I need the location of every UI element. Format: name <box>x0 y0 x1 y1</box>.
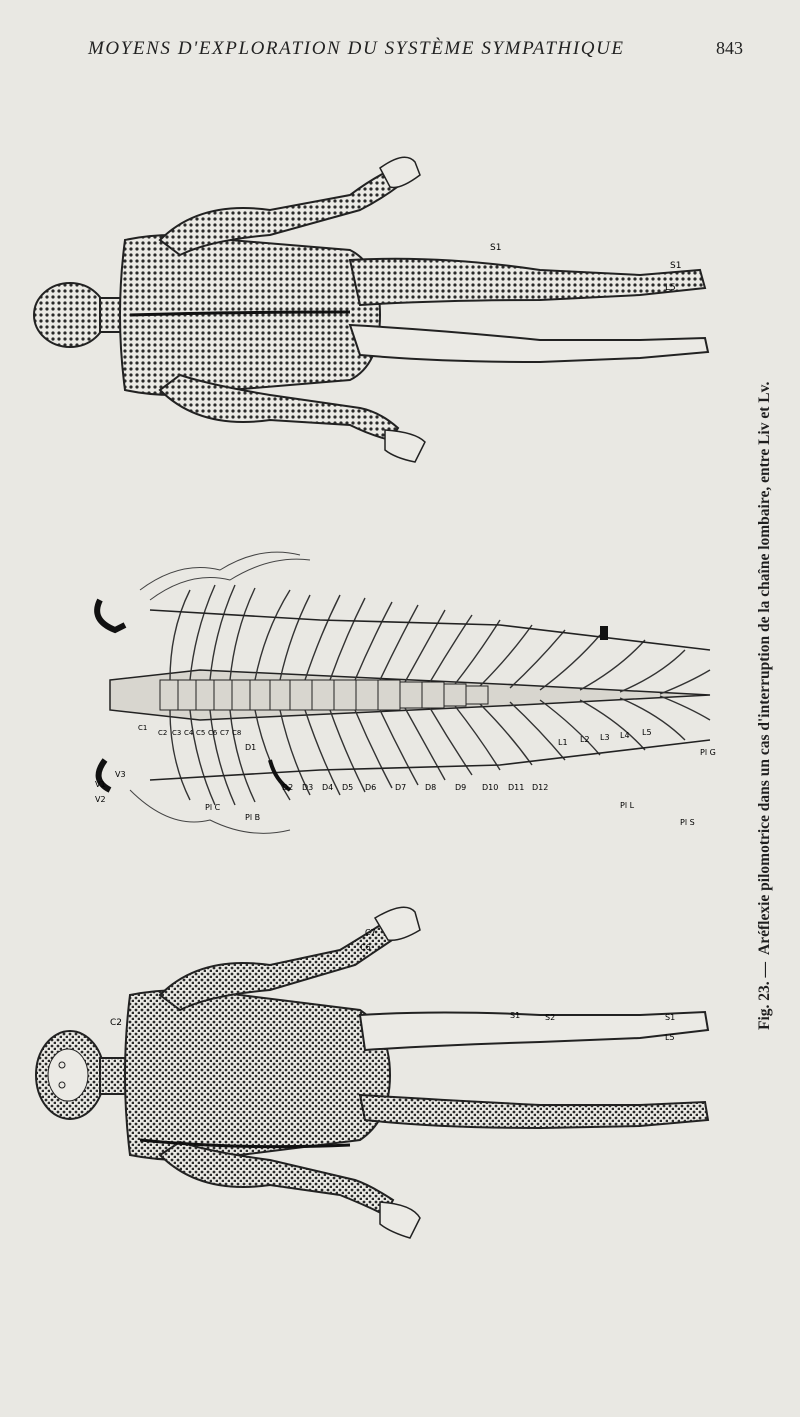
spine-label: D9 <box>455 783 467 792</box>
spine-label: L5 <box>642 728 652 737</box>
spine-label: C7 <box>220 729 230 737</box>
plexus-label: Pl S <box>680 818 695 827</box>
spine-label: L2 <box>580 735 590 744</box>
dermatome-label: S1 <box>670 261 682 271</box>
anatomical-figure <box>20 90 780 1320</box>
spine-label: L1 <box>558 738 568 747</box>
dermatome-label: S1 <box>510 1011 521 1020</box>
spine-label: C8 <box>232 729 242 737</box>
plexus-label: Pl B <box>245 813 261 822</box>
plexus-label: Pl C <box>205 803 221 812</box>
spine-label: C3 <box>172 729 182 737</box>
spine-label: D4 <box>322 783 334 792</box>
spine-label: L3 <box>600 733 610 742</box>
spine-label: V2 <box>95 795 106 804</box>
dermatome-label: S2 <box>545 1013 556 1022</box>
spine-label: D11 <box>508 783 525 792</box>
dermatome-label: S1 <box>665 1013 676 1022</box>
dermatome-label: L5 <box>665 283 676 293</box>
spine-label: D1 <box>245 743 257 752</box>
figure-caption <box>756 330 774 1030</box>
plexus-label: Pl L <box>620 801 635 810</box>
running-head: MOYENS D'EXPLORATION DU SYSTÈME SYMPATHIQUE <box>88 38 625 59</box>
spinal-cord-diagram <box>95 552 716 833</box>
spine-label: V1 <box>95 780 106 789</box>
spine-label: D3 <box>302 783 314 792</box>
spine-label: C5 <box>196 729 206 737</box>
dermatome-label: L5 <box>665 1033 675 1042</box>
spine-label: D7 <box>395 783 407 792</box>
spine-label: L4 <box>620 731 630 740</box>
dermatome-label: C6 <box>360 943 371 952</box>
spine-label: C6 <box>208 729 218 737</box>
body-figure-top <box>34 157 708 462</box>
spine-label: D2 <box>282 783 294 792</box>
page-number: 843 <box>716 38 743 58</box>
spine-label: D12 <box>532 783 549 792</box>
plexus-label: Pl G <box>700 748 716 757</box>
spine-label: C4 <box>184 729 194 737</box>
figure-label: Fig. 23. — <box>756 961 773 1030</box>
body-figure-bottom <box>36 907 708 1238</box>
figure-illustration <box>20 90 780 1320</box>
spine-label: C1 <box>138 724 148 732</box>
spine-label: C2 <box>158 729 168 737</box>
spine-label: D5 <box>342 783 354 792</box>
spine-label: V3 <box>115 770 126 779</box>
dermatome-label: C7 <box>365 928 376 937</box>
spine-label: D10 <box>482 783 499 792</box>
figure-caption-text: Aréflexie pilomotrice dans un cas d'interruption de la chaîne lombaire, entre Liv et Lv. <box>756 381 773 955</box>
spine-label: D6 <box>365 783 377 792</box>
dermatome-label: S1 <box>490 243 502 253</box>
dermatome-label: C2 <box>110 1018 123 1028</box>
spine-label: D8 <box>425 783 437 792</box>
